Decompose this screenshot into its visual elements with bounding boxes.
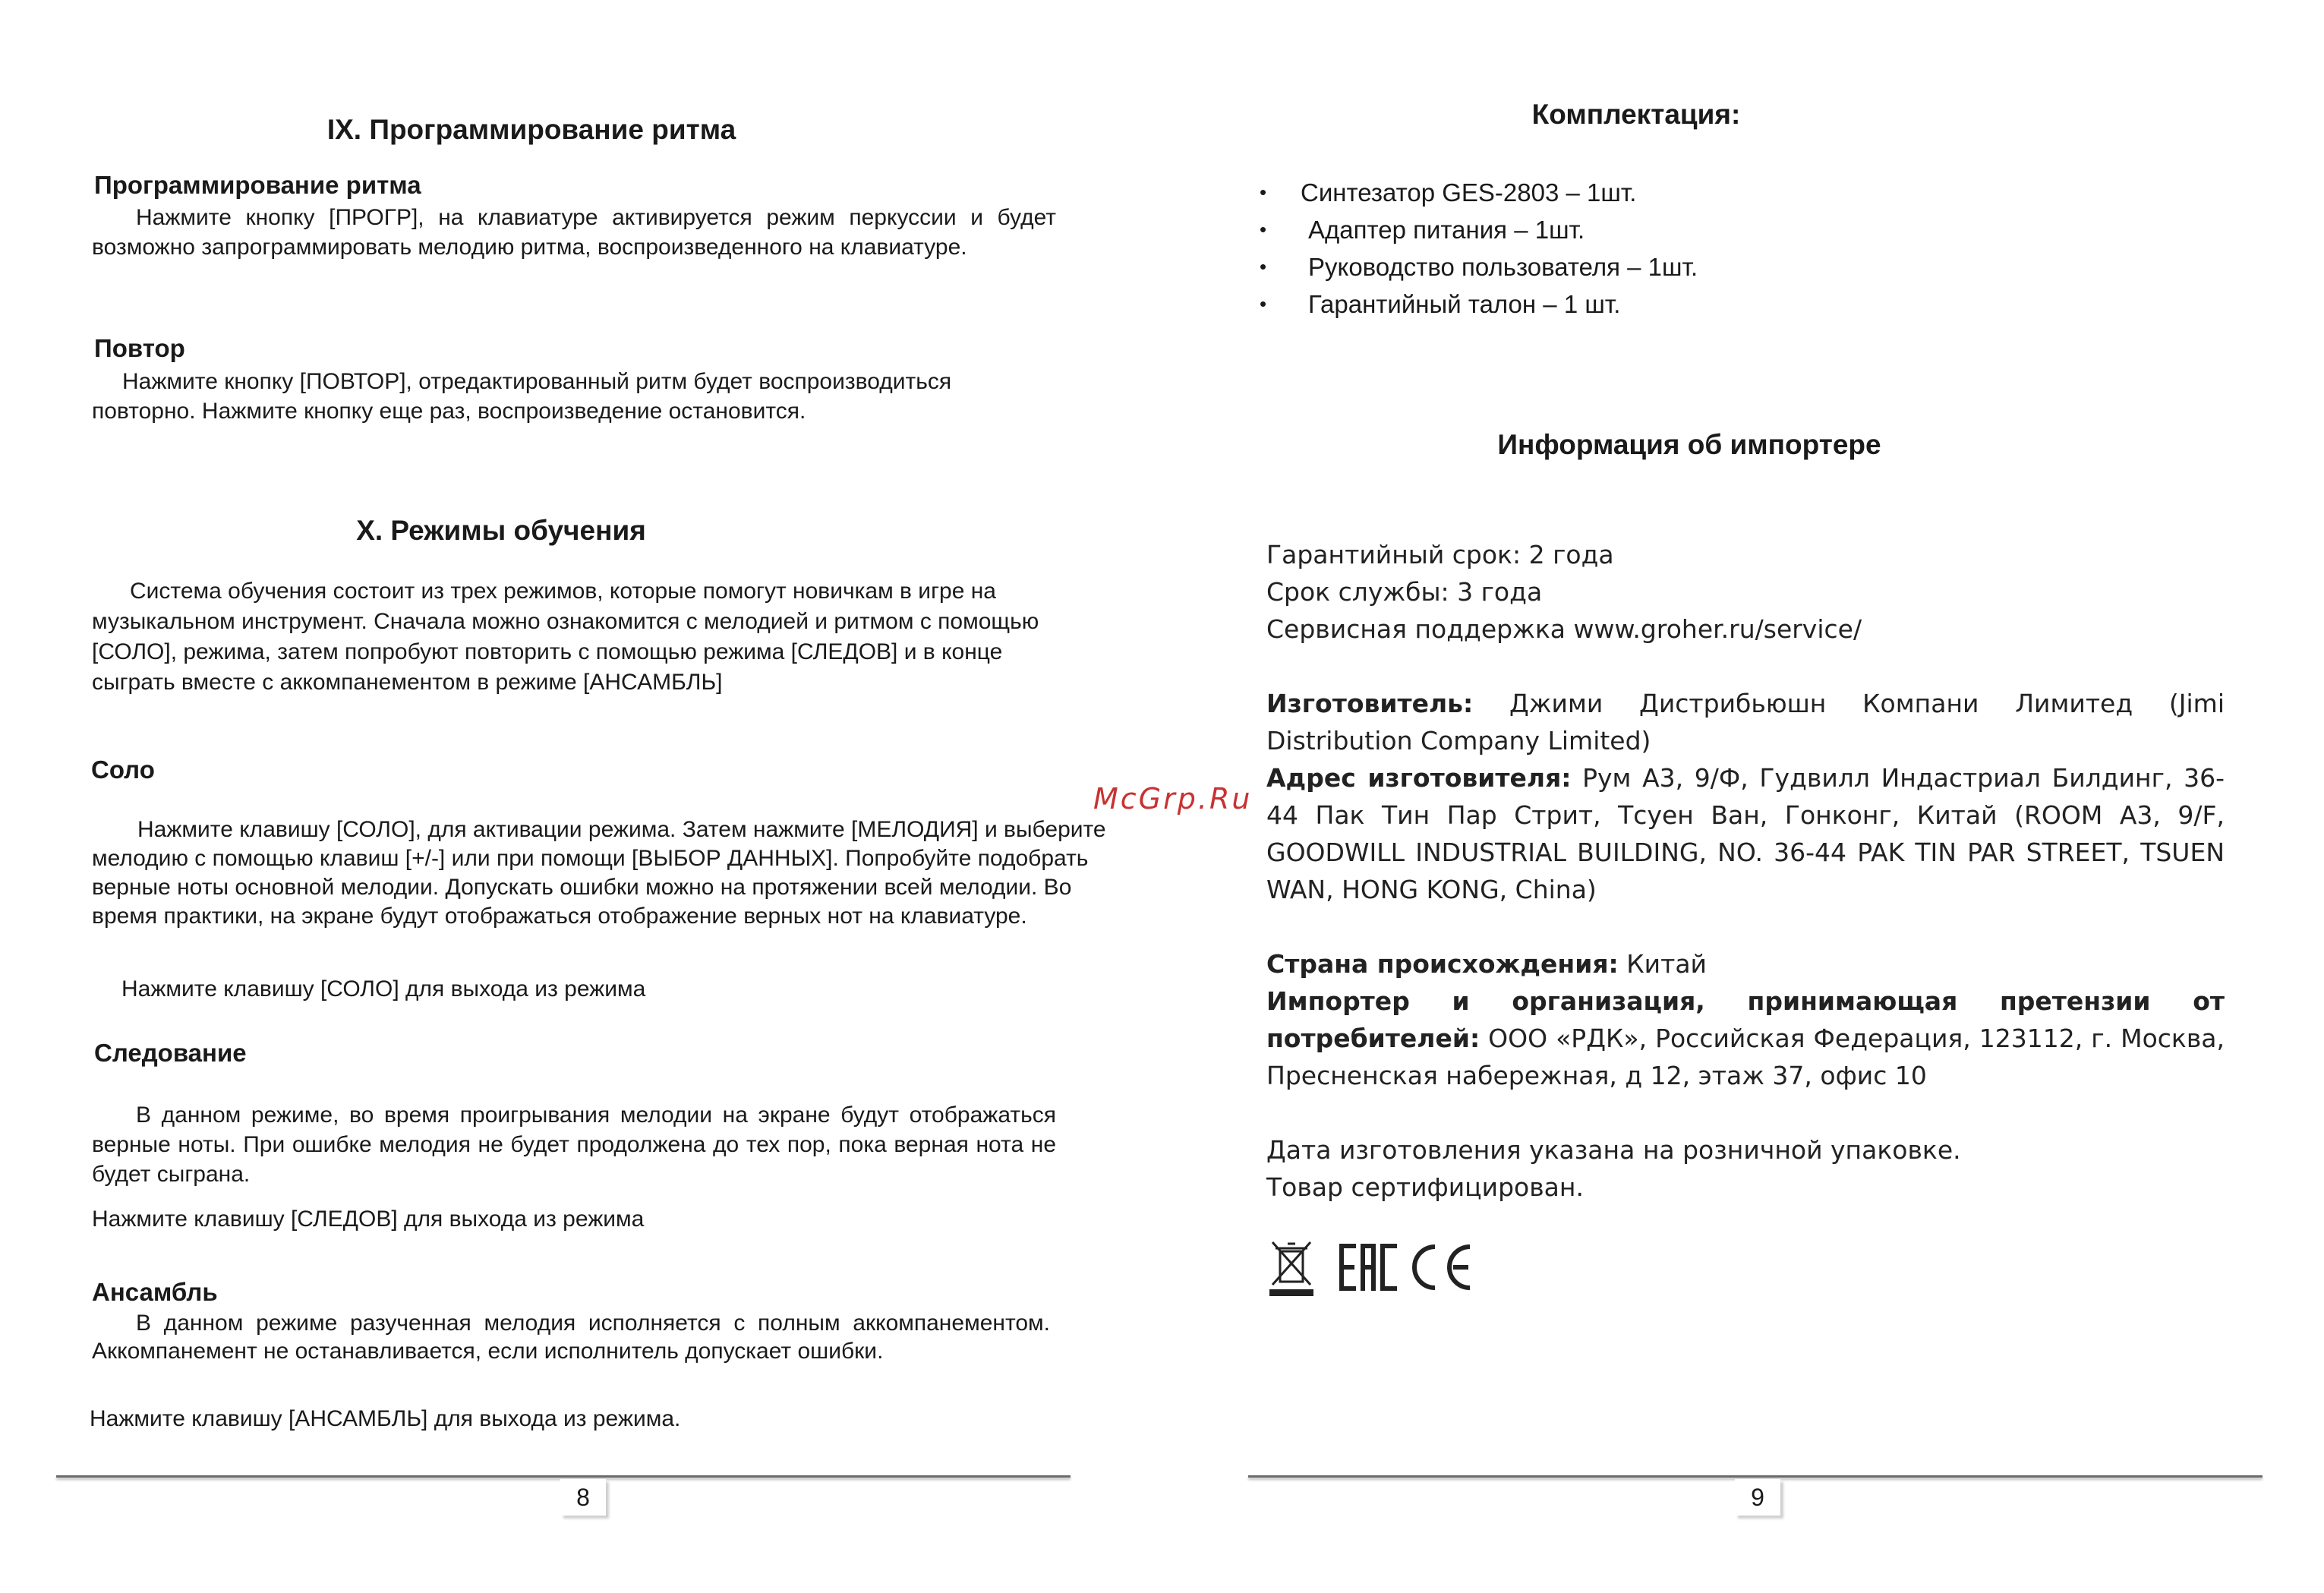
manufacturer-line: Изготовитель: Джими Дистрибьюшн Компани Лимитед (Jimi Distribution Company Limited) bbox=[1266, 689, 2225, 755]
kit-item: • Руководство пользователя – 1шт. bbox=[1301, 248, 1908, 285]
solo-exit: Нажмите клавишу [СОЛО] для выхода из режима bbox=[121, 976, 646, 1002]
eac-mark-icon bbox=[1339, 1244, 1397, 1291]
kit-list bbox=[1260, 174, 1908, 323]
section-9-title: IX. Программирование ритма bbox=[326, 114, 736, 145]
weee-bin-icon bbox=[1269, 1242, 1313, 1296]
ensemble-text: В данном режиме разученная мелодия исполняется с полным аккомпанементом. Аккомпанемент не останавливается, если исполнитель допускает ошибки. bbox=[92, 1311, 1050, 1364]
bullet-icon: • bbox=[1260, 218, 1267, 241]
ensemble-heading: Ансамбль bbox=[92, 1278, 218, 1306]
importer-info bbox=[1266, 536, 2225, 1206]
kit-item: • Гарантийный талон – 1 шт. bbox=[1301, 285, 1908, 323]
country-line: Страна происхождения: Китай bbox=[1266, 949, 1707, 979]
importer-title: Информация об импортере bbox=[1497, 429, 1881, 460]
prog-text: Нажмите кнопку [ПРОГР], на клавиатуре активируется режим перкуссии и будет возможно запрограммировать мелодию ритма, воспроизведенного на клавиатуре. bbox=[92, 205, 1056, 260]
watermark: McGrp.Ru bbox=[1093, 782, 1253, 815]
bullet-icon: • bbox=[1260, 292, 1267, 315]
ensemble-exit: Нажмите клавишу [АНСАМБЛЬ] для выхода из режима. bbox=[90, 1406, 681, 1431]
address-line: Адрес изготовителя: Рум А3, 9/Ф, Гудвилл Индастриал Билдинг, 36-44 Пак Тин Пар Стрит, Тсуен Ван, Гонконг, Китай (ROOM A3, 9/F, GOODWILL INDUSTRIAL BUILDING, NO. 36-44 PAK TIN PAR STREET, TSUEN WAN, HONG KONG, China) bbox=[1266, 763, 2225, 904]
warranty-line: Гарантийный срок: 2 года bbox=[1266, 540, 1614, 569]
importer-line: Импортер и организация, принимающая претензии от потребителей: ООО «РДК», Российская Федерация, 123112, г. Москва, Пресненская набережная, д 12, этаж 37, офис 10 bbox=[1266, 986, 2225, 1090]
kit-item: • Адаптер питания – 1шт. bbox=[1301, 211, 1908, 248]
right-page bbox=[1162, 0, 2324, 1593]
ce-mark-icon bbox=[1414, 1247, 1470, 1288]
bullet-icon: • bbox=[1260, 181, 1267, 203]
bullet-icon: • bbox=[1260, 255, 1267, 278]
section-10-title: X. Режимы обучения bbox=[356, 515, 646, 546]
prog-heading: Программирование ритма bbox=[94, 171, 421, 199]
kit-title: Комплектация: bbox=[1531, 99, 1741, 130]
right-footer-rule bbox=[1248, 1475, 2263, 1478]
learn-intro: Система обучения состоит из трех режимов, которые помогут новичкам в игре на музыкальном инструмент. Сначала можно ознакомится с мелодией и ритмом с помощью [СОЛО], режима, затем попробуют повторить с помощью режима [СЛЕДОВ] и в конце сыграть вместе с аккомпанементом в режиме [АНСАМБЛЬ] bbox=[92, 579, 1039, 695]
repeat-text: Нажмите кнопку [ПОВТОР], отредактированный ритм будет воспроизводиться повторно. Нажмите кнопку еще раз, воспроизведение остановится. bbox=[92, 369, 952, 424]
solo-heading: Соло bbox=[91, 755, 155, 784]
left-footer-rule bbox=[56, 1475, 1071, 1478]
page-number-right: 9 bbox=[1735, 1479, 1780, 1516]
support-line: Сервисная поддержка www.groher.ru/service/ bbox=[1266, 614, 1862, 644]
page-number-left: 8 bbox=[560, 1479, 606, 1516]
kit-item: • Синтезатор GES-2803 – 1шт. bbox=[1301, 174, 1908, 211]
solo-text: Нажмите клавишу [СОЛО], для активации режима. Затем нажмите [МЕЛОДИЯ] и выберите мелодию с помощью клавиш [+/-] или при помощи [ВЫБОР ДАННЫХ]. Попробуйте подобрать верные ноты основной мелодии. Допускать ошибки можно на протяжении всей мелодии. Во время практики, на экране будут отображаться отображение верных нот на клавиатуре. bbox=[92, 817, 1106, 929]
date-note-line: Дата изготовления указана на розничной упаковке. bbox=[1266, 1135, 1961, 1165]
certification-logos bbox=[1266, 1238, 1494, 1306]
follow-text: В данном режиме, во время проигрывания мелодии на экране будут отображаться верные ноты. При ошибке мелодия не будет продолжена до тех пор, пока верная нота не будет сыграна. bbox=[92, 1102, 1056, 1187]
repeat-heading: Повтор bbox=[94, 334, 185, 362]
follow-heading: Следование bbox=[94, 1039, 247, 1067]
certified-line: Товар сертифицирован. bbox=[1266, 1172, 1584, 1202]
follow-exit: Нажмите клавишу [СЛЕДОВ] для выхода из режима bbox=[92, 1207, 645, 1232]
service-life-line: Срок службы: 3 года bbox=[1266, 577, 1543, 607]
